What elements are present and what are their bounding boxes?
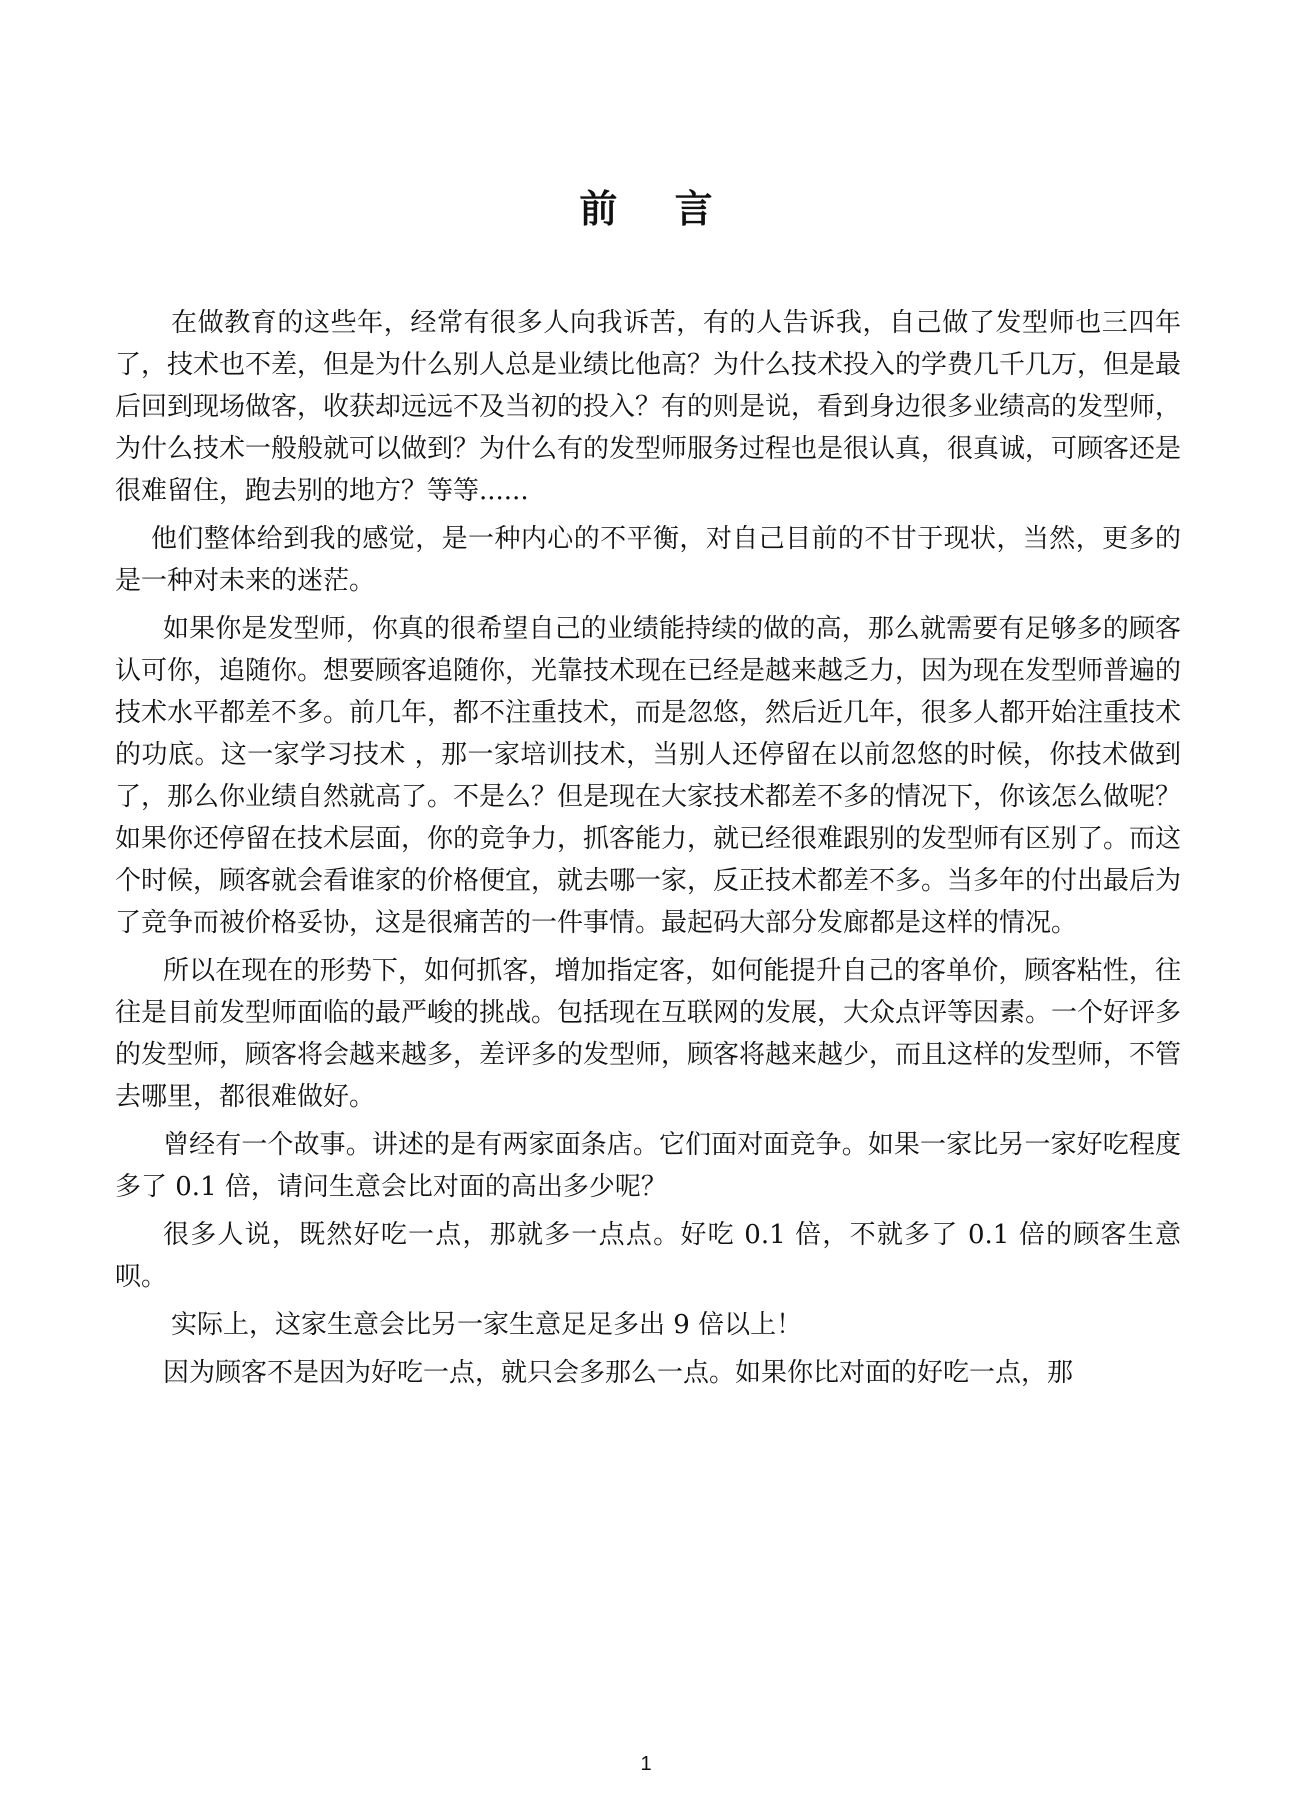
paragraph-6: 很多人说，既然好吃一点，那就多一点点。好吃 0.1 倍，不就多了 0.1 倍的顾客生意呗。 <box>115 1220 1181 1292</box>
paragraph-1: 在做教育的这些年，经常有很多人向我诉苦，有的人告诉我，自己做了发型师也三四年了，技术也不差，但是为什么别人总是业绩比他高？为什么技术投入的学费几千几万，但是最后回到现场做客，收获却远远不及当初的投入？有的则是说，看到身边很多业绩高的发型师，为什么技术一般般就可以做到？为什么有的发型师服务过程也是很认真，很真诚，可顾客还是很难留住，跑去别的地方？等等...... <box>115 308 1182 506</box>
body-text <box>115 302 1181 1400</box>
paragraph-5: 曾经有一个故事。讲述的是有两家面条店。它们面对面竞争。如果一家比另一家好吃程度多了 0.1 倍，请问生意会比对面的高出多少呢？ <box>115 1130 1181 1202</box>
paragraph-2: 他们整体给到我的感觉，是一种内心的不平衡，对自己目前的不甘于现状，当然，更多的是一种对未来的迷茫。 <box>115 524 1181 596</box>
paragraph-8: 因为顾客不是因为好吃一点，就只会多那么一点。如果你比对面的好吃一点，那 <box>163 1358 1074 1388</box>
paragraph-3: 如果你是发型师，你真的很希望自己的业绩能持续的做的高，那么就需要有足够多的顾客认可你，追随你。想要顾客追随你，光靠技术现在已经是越来越乏力，因为现在发型师普遍的技术水平都差不多。前几年，都不注重技术，而是忽悠，然后近几年，很多人都开始注重技术的功底。这一家学习技术 ，那一家培训技术，当别人还停留在以前忽悠的时候，你技术做到了，那么你业绩自然就高了。不是么？但是现在大家技术都差不多的情况下，你该怎么做呢？如果你还停留在技术层面，你的竞争力，抓客能力，就已经很难跟别的发型师有区别了。而这个时候，顾客就会看谁家的价格便宜，就去哪一家，反正技术都差不多。当多年的付出最后为了竞争而被价格妥协，这是很痛苦的一件事情。最起码大部分发廊都是这样的情况。 <box>115 614 1182 938</box>
page-title: 前 言 <box>579 187 735 231</box>
paragraph-7: 实际上，这家生意会比另一家生意足足多出 9 倍以上！ <box>171 1310 803 1340</box>
page-number: 1 <box>640 1753 652 1775</box>
paragraph-4: 所以在现在的形势下，如何抓客，增加指定客，如何能提升自己的客单价，顾客粘性，往往是目前发型师面临的最严峻的挑战。包括现在互联网的发展，大众点评等因素。一个好评多的发型师，顾客将会越来越多，差评多的发型师，顾客将越来越少，而且这样的发型师，不管去哪里，都很难做好。 <box>115 956 1182 1112</box>
